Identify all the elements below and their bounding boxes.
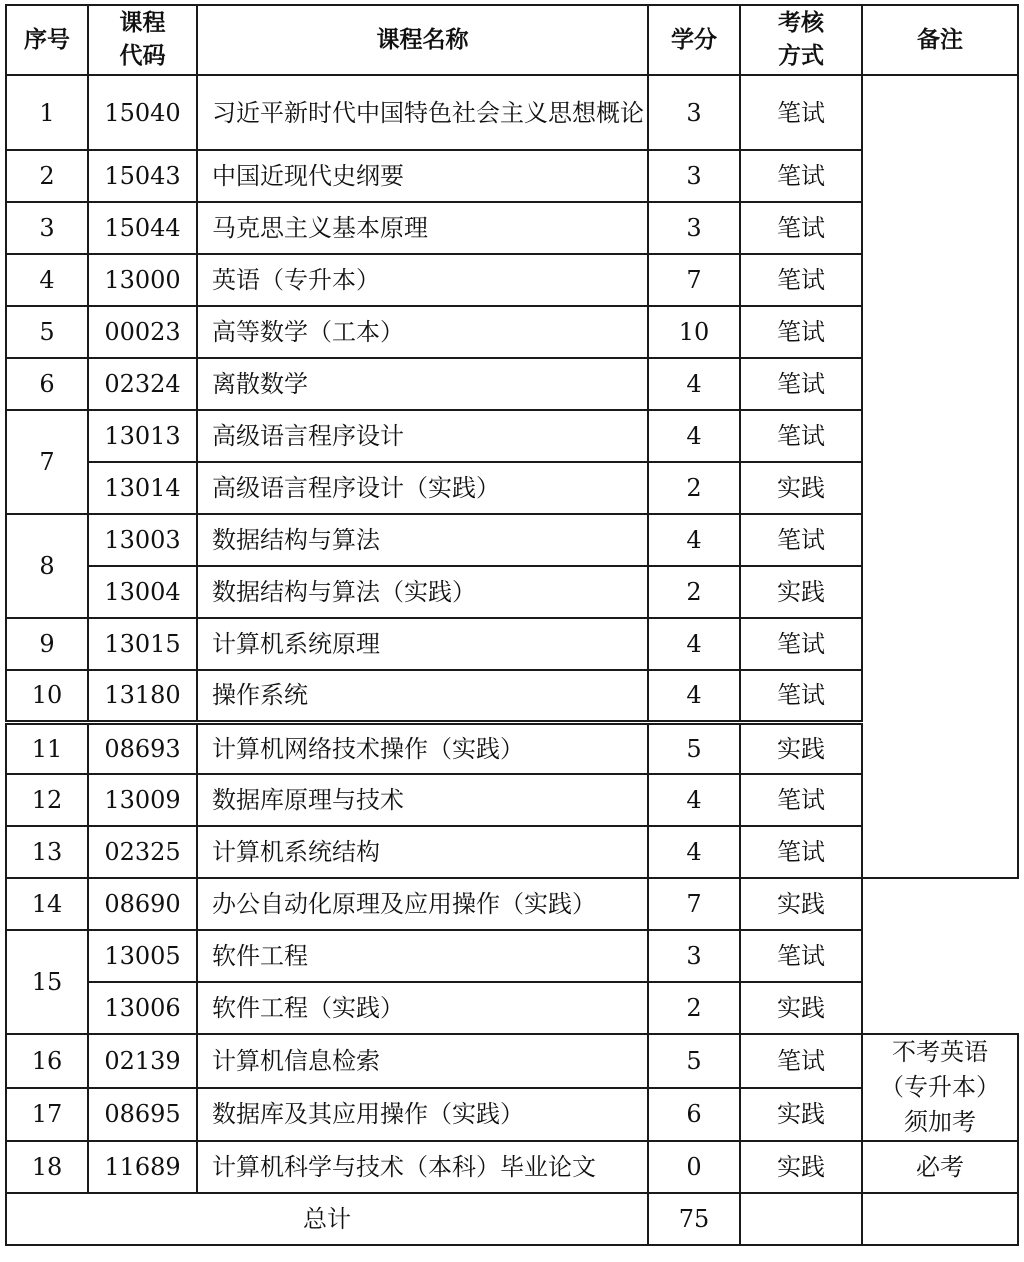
row-code: 13004 xyxy=(88,566,197,618)
row-credits: 2 xyxy=(648,462,740,514)
row-exam: 实践 xyxy=(740,878,862,930)
total-exam-empty xyxy=(740,1193,862,1245)
row-credits: 3 xyxy=(648,75,740,150)
row-index: 15 xyxy=(6,930,88,1034)
row-credits: 4 xyxy=(648,358,740,410)
table-row xyxy=(6,930,1018,982)
remark-line: 须加考 xyxy=(904,1108,976,1136)
row-credits: 3 xyxy=(648,150,740,202)
row-name: 高级语言程序设计 xyxy=(197,410,648,462)
remark-elective-note xyxy=(862,1034,1018,1141)
row-code: 15040 xyxy=(88,75,197,150)
row-name: 中国近现代史纲要 xyxy=(197,150,648,202)
row-code: 13015 xyxy=(88,618,197,670)
row-index: 6 xyxy=(6,358,88,410)
row-credits: 6 xyxy=(648,1088,740,1142)
row-exam: 笔试 xyxy=(740,306,862,358)
row-index: 11 xyxy=(6,722,88,774)
header-name: 课程名称 xyxy=(197,5,648,75)
row-code: 08695 xyxy=(88,1088,197,1142)
row-exam: 笔试 xyxy=(740,618,862,670)
row-index: 14 xyxy=(6,878,88,930)
row-name: 操作系统 xyxy=(197,670,648,722)
row-name: 英语（专升本） xyxy=(197,254,648,306)
total-remarks-empty xyxy=(862,1193,1018,1245)
row-index: 8 xyxy=(6,514,88,618)
row-index: 2 xyxy=(6,150,88,202)
table-row xyxy=(6,1034,1018,1088)
row-credits: 2 xyxy=(648,566,740,618)
header-index: 序号 xyxy=(6,5,88,75)
row-code: 13003 xyxy=(88,514,197,566)
row-code: 13005 xyxy=(88,930,197,982)
table-row xyxy=(6,75,1018,150)
row-index: 13 xyxy=(6,826,88,878)
row-exam: 实践 xyxy=(740,982,862,1034)
row-code: 13014 xyxy=(88,462,197,514)
row-credits: 4 xyxy=(648,618,740,670)
row-index: 1 xyxy=(6,75,88,150)
row-exam: 笔试 xyxy=(740,202,862,254)
row-code: 08693 xyxy=(88,722,197,774)
row-index: 18 xyxy=(6,1141,88,1193)
remark-line: （专升本） xyxy=(880,1073,1000,1101)
row-credits: 4 xyxy=(648,514,740,566)
row-credits: 0 xyxy=(648,1141,740,1193)
row-credits: 4 xyxy=(648,826,740,878)
row-name: 数据库原理与技术 xyxy=(197,774,648,826)
row-code: 00023 xyxy=(88,306,197,358)
row-name: 数据库及其应用操作（实践） xyxy=(197,1088,648,1142)
row-index: 12 xyxy=(6,774,88,826)
row-exam: 笔试 xyxy=(740,410,862,462)
total-credits: 75 xyxy=(648,1193,740,1245)
row-index: 7 xyxy=(6,410,88,514)
row-code: 13000 xyxy=(88,254,197,306)
row-exam: 笔试 xyxy=(740,358,862,410)
remark-thesis: 必考 xyxy=(862,1141,1018,1193)
row-name: 计算机系统原理 xyxy=(197,618,648,670)
row-exam: 笔试 xyxy=(740,670,862,722)
row-name: 计算机信息检索 xyxy=(197,1034,648,1088)
row-exam: 实践 xyxy=(740,722,862,774)
remarks-empty-cell xyxy=(862,75,1018,878)
row-name: 计算机系统结构 xyxy=(197,826,648,878)
row-name: 离散数学 xyxy=(197,358,648,410)
row-index: 5 xyxy=(6,306,88,358)
row-credits: 7 xyxy=(648,254,740,306)
row-exam: 笔试 xyxy=(740,150,862,202)
row-name: 软件工程（实践） xyxy=(197,982,648,1034)
row-exam: 实践 xyxy=(740,462,862,514)
row-code: 13006 xyxy=(88,982,197,1034)
row-credits: 5 xyxy=(648,722,740,774)
course-table xyxy=(5,4,1019,1246)
row-name: 软件工程 xyxy=(197,930,648,982)
row-code: 13013 xyxy=(88,410,197,462)
table-row xyxy=(6,878,1018,930)
row-index: 9 xyxy=(6,618,88,670)
remark-line: 不考英语 xyxy=(892,1038,988,1066)
row-name: 高级语言程序设计（实践） xyxy=(197,462,648,514)
header-exam: 考核 方式 xyxy=(740,5,862,75)
row-code: 13009 xyxy=(88,774,197,826)
row-exam: 笔试 xyxy=(740,1034,862,1088)
row-exam: 笔试 xyxy=(740,254,862,306)
row-credits: 4 xyxy=(648,410,740,462)
row-code: 13180 xyxy=(88,670,197,722)
total-label: 总计 xyxy=(6,1193,648,1245)
row-name: 数据结构与算法 xyxy=(197,514,648,566)
row-exam: 笔试 xyxy=(740,75,862,150)
row-code: 11689 xyxy=(88,1141,197,1193)
total-row xyxy=(6,1193,1018,1245)
row-credits: 4 xyxy=(648,670,740,722)
row-exam: 笔试 xyxy=(740,826,862,878)
row-code: 02324 xyxy=(88,358,197,410)
row-index: 17 xyxy=(6,1088,88,1142)
row-code: 02325 xyxy=(88,826,197,878)
row-exam: 笔试 xyxy=(740,774,862,826)
header-row xyxy=(6,5,1018,75)
row-credits: 3 xyxy=(648,930,740,982)
row-name: 数据结构与算法（实践） xyxy=(197,566,648,618)
row-code: 02139 xyxy=(88,1034,197,1088)
row-index: 10 xyxy=(6,670,88,722)
row-index: 16 xyxy=(6,1034,88,1088)
row-name: 高等数学（工本） xyxy=(197,306,648,358)
row-name: 办公自动化原理及应用操作（实践） xyxy=(197,878,648,930)
row-index: 3 xyxy=(6,202,88,254)
row-exam: 实践 xyxy=(740,1088,862,1142)
row-name: 计算机科学与技术（本科）毕业论文 xyxy=(197,1141,648,1193)
row-credits: 4 xyxy=(648,774,740,826)
header-remarks: 备注 xyxy=(862,5,1018,75)
row-exam: 实践 xyxy=(740,1141,862,1193)
row-name: 计算机网络技术操作（实践） xyxy=(197,722,648,774)
table-row xyxy=(6,982,1018,1034)
row-exam: 笔试 xyxy=(740,514,862,566)
row-index: 4 xyxy=(6,254,88,306)
row-exam: 笔试 xyxy=(740,930,862,982)
table-row xyxy=(6,1141,1018,1193)
row-credits: 7 xyxy=(648,878,740,930)
row-credits: 10 xyxy=(648,306,740,358)
row-name: 习近平新时代中国特色社会主义思想概论 xyxy=(197,75,648,150)
row-exam: 实践 xyxy=(740,566,862,618)
row-name: 马克思主义基本原理 xyxy=(197,202,648,254)
header-code: 课程 代码 xyxy=(88,5,197,75)
row-credits: 3 xyxy=(648,202,740,254)
row-credits: 5 xyxy=(648,1034,740,1088)
row-credits: 2 xyxy=(648,982,740,1034)
header-credits: 学分 xyxy=(648,5,740,75)
row-code: 15043 xyxy=(88,150,197,202)
row-code: 15044 xyxy=(88,202,197,254)
row-code: 08690 xyxy=(88,878,197,930)
